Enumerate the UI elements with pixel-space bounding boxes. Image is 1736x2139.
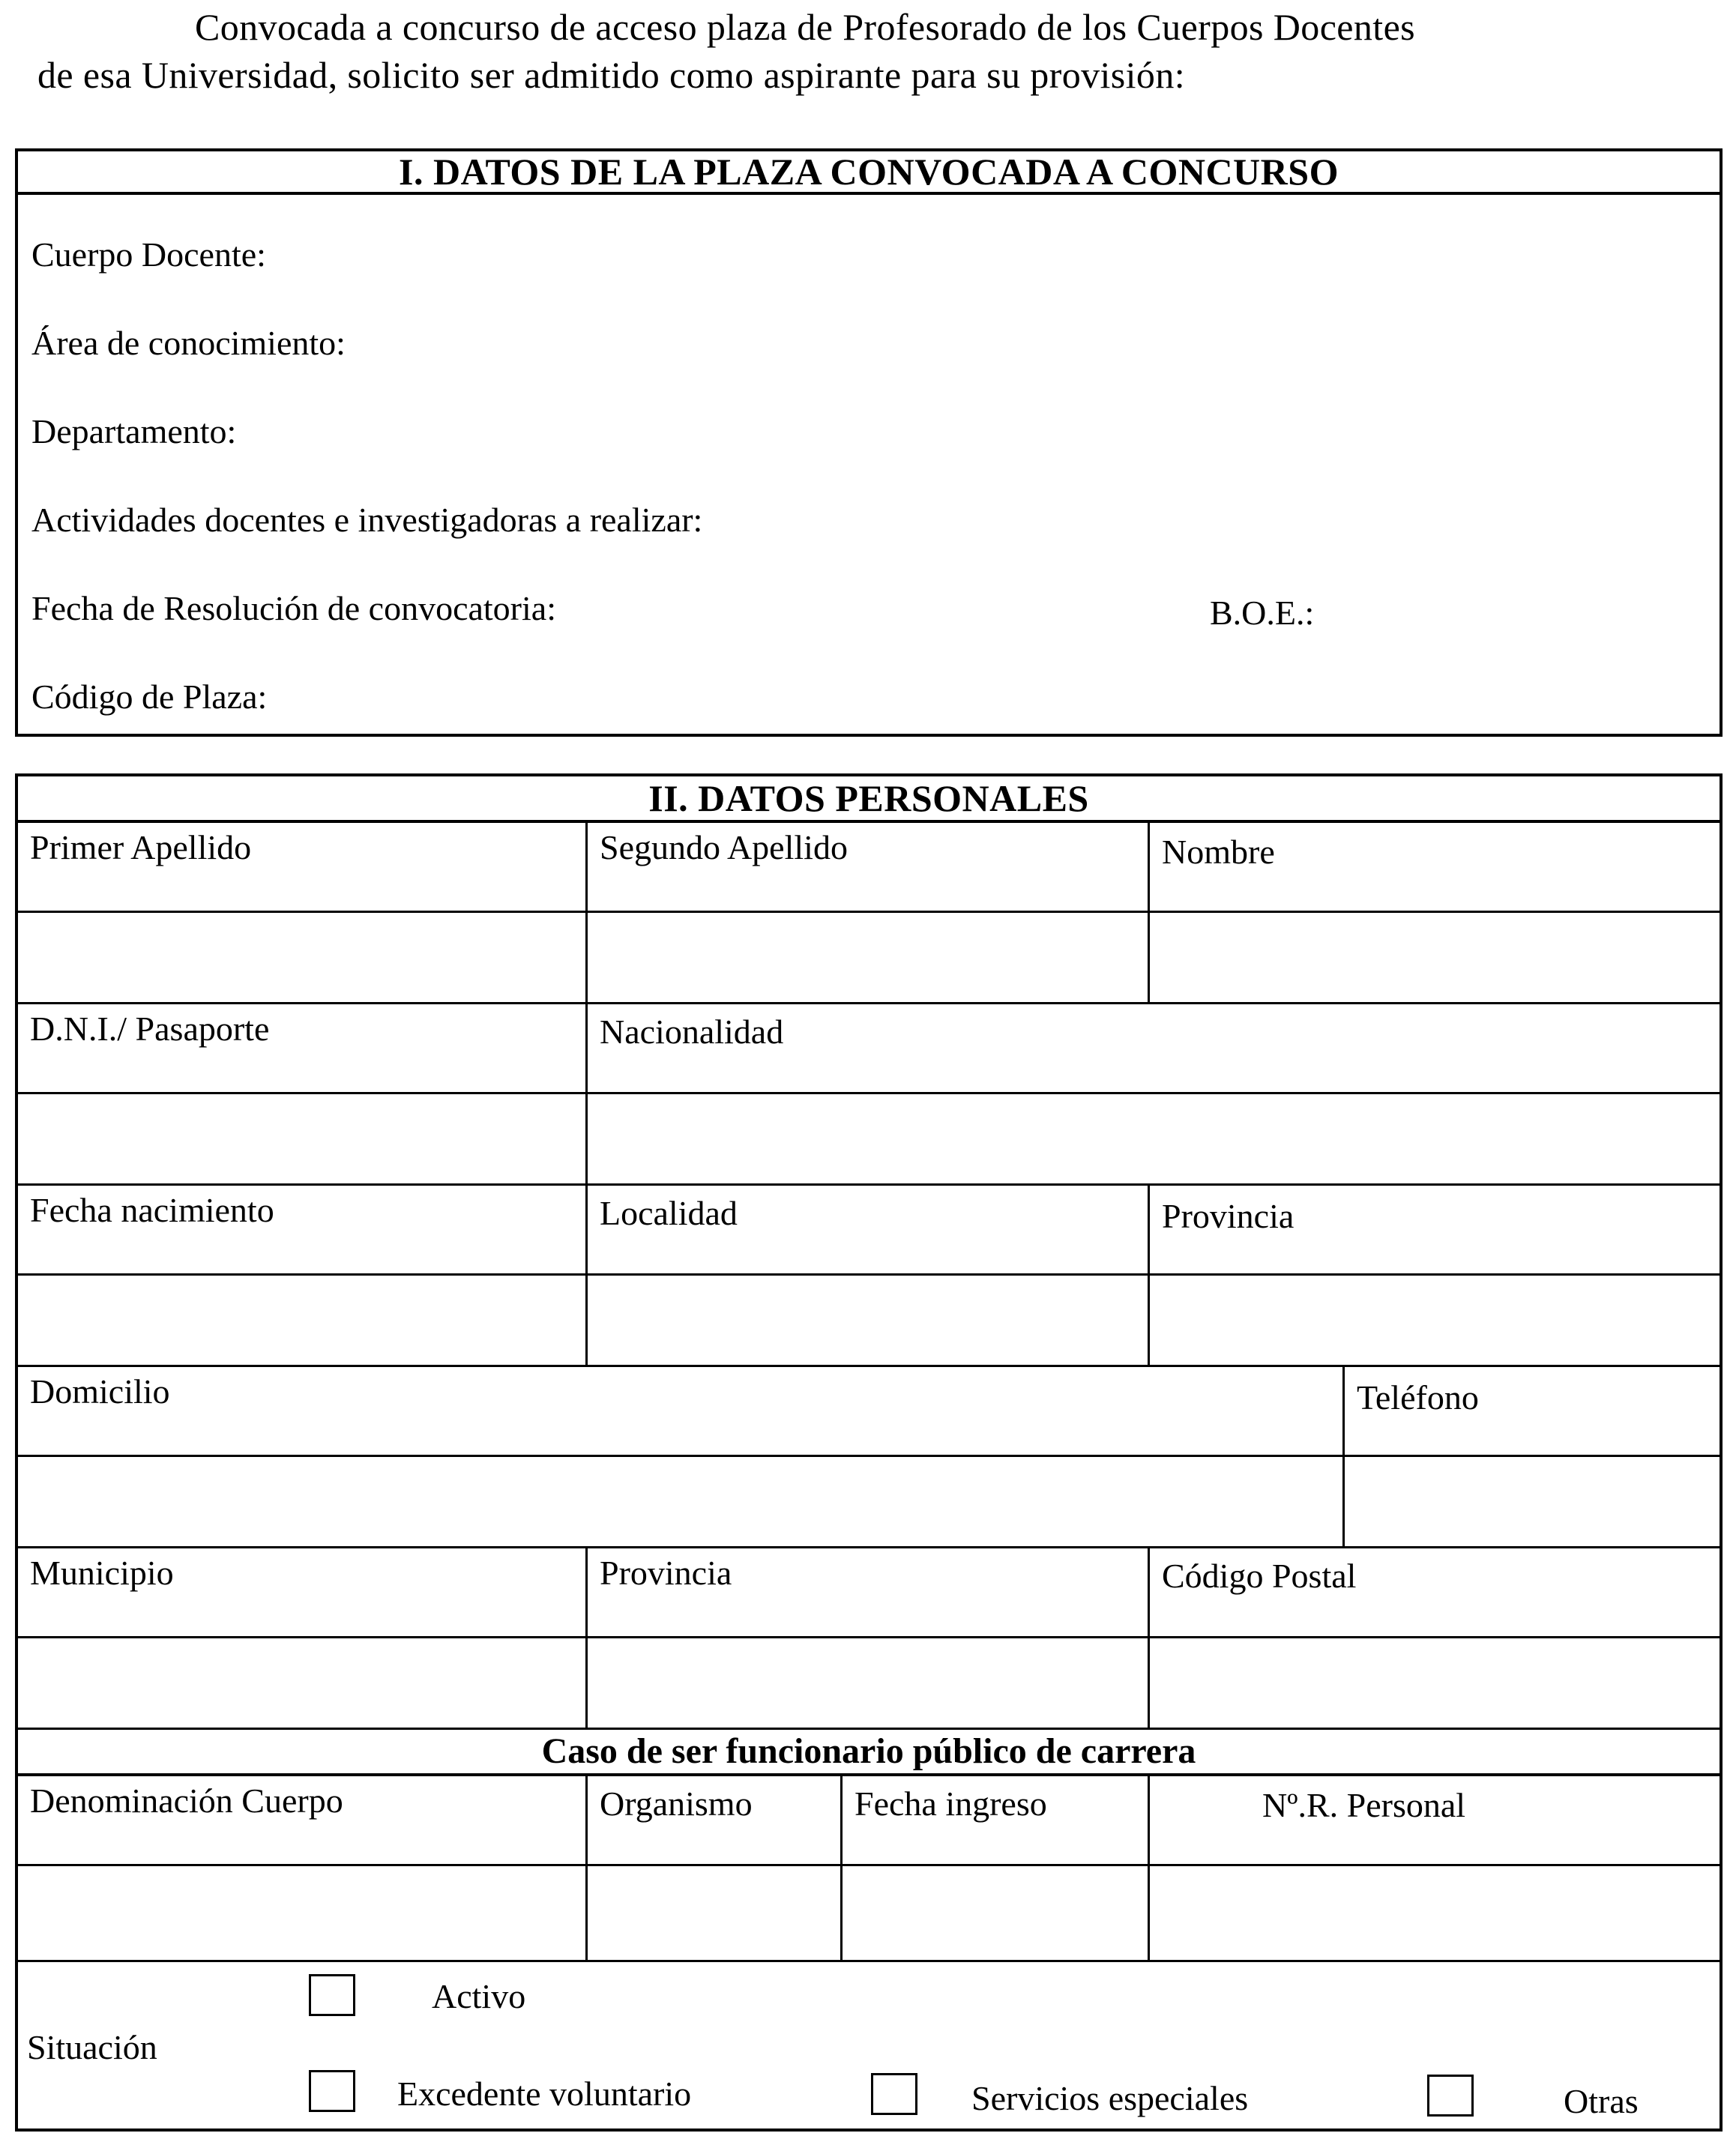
label-cell-segundo-apellido (588, 823, 1150, 913)
label-cell-nombre (1150, 823, 1720, 913)
label-cell-denominacion (18, 1776, 588, 1866)
intro-text (37, 3, 1724, 99)
field-departamento: Departamento: (31, 412, 237, 450)
input-telefono[interactable] (1345, 1457, 1720, 1548)
label-situacion: Situación (27, 2028, 157, 2066)
input-nrp[interactable] (1150, 1866, 1720, 1962)
label-cell-provincia (1150, 1186, 1720, 1276)
input-organismo[interactable] (588, 1866, 843, 1962)
label-cell-fecha-ingreso (843, 1776, 1150, 1866)
label-nacionalidad: Nacionalidad (600, 1013, 784, 1051)
checkbox-otras[interactable] (1427, 2075, 1474, 2117)
label-organismo: Organismo (600, 1784, 753, 1823)
input-dni[interactable] (18, 1094, 588, 1186)
section-plaza-title: I. DATOS DE LA PLAZA CONVOCADA A CONCURSO (18, 151, 1720, 195)
label-nrp: Nº.R. Personal (1262, 1786, 1466, 1824)
input-segundo-apellido[interactable] (588, 913, 1150, 1004)
section-plaza (15, 148, 1723, 737)
label-cell-telefono (1345, 1367, 1720, 1457)
label-cell-municipio (18, 1548, 588, 1638)
input-provincia-2[interactable] (588, 1638, 1150, 1730)
checkbox-servicios-especiales[interactable] (871, 2073, 917, 2115)
checkbox-excedente[interactable] (309, 2070, 355, 2112)
label-cell-primer-apellido (18, 823, 588, 913)
label-cell-fecha-nacimiento (18, 1186, 588, 1276)
label-cell-dni (18, 1004, 588, 1094)
checkbox-activo[interactable] (309, 1974, 355, 2016)
intro-line-2: de esa Universidad, solicito ser admitido como aspirante para su provisión: (37, 54, 1186, 96)
input-nacionalidad[interactable] (588, 1094, 1720, 1186)
label-cell-domicilio (18, 1367, 1345, 1457)
label-cell-provincia-2 (588, 1548, 1150, 1638)
label-provincia: Provincia (1162, 1197, 1295, 1235)
field-area-conocimiento: Área de conocimiento: (31, 324, 346, 362)
label-telefono: Teléfono (1357, 1378, 1479, 1417)
section-personales-title: II. DATOS PERSONALES (648, 777, 1089, 819)
label-primer-apellido: Primer Apellido (30, 828, 252, 866)
intro-line-1: Convocada a concurso de acceso plaza de Profesorado de los Cuerpos Docentes (195, 6, 1416, 48)
label-cell-codigo-postal (1150, 1548, 1720, 1638)
input-primer-apellido[interactable] (18, 913, 588, 1004)
label-localidad: Localidad (600, 1194, 738, 1232)
label-nombre: Nombre (1162, 833, 1275, 871)
label-domicilio: Domicilio (30, 1372, 170, 1411)
field-fecha-resolucion: Fecha de Resolución de convocatoria: (31, 589, 556, 627)
section-personales (15, 773, 1723, 2132)
option-activo: Activo (432, 1977, 526, 2015)
field-boe: B.O.E.: (1210, 594, 1315, 632)
label-denominacion-cuerpo: Denominación Cuerpo (30, 1782, 343, 1820)
field-cuerpo-docente: Cuerpo Docente: (31, 235, 266, 274)
field-actividades: Actividades docentes e investigadoras a realizar: (31, 501, 703, 539)
label-fecha-nacimiento: Fecha nacimiento (30, 1191, 274, 1229)
input-localidad[interactable] (588, 1276, 1150, 1367)
field-codigo-plaza: Código de Plaza: (31, 678, 268, 716)
label-codigo-postal: Código Postal (1162, 1557, 1357, 1595)
label-fecha-ingreso: Fecha ingreso (855, 1784, 1047, 1823)
label-municipio: Municipio (30, 1554, 174, 1592)
option-servicios-especiales: Servicios especiales (971, 2079, 1249, 2117)
input-fecha-nacimiento[interactable] (18, 1276, 588, 1367)
funcionario-title: Caso de ser funcionario público de carrera (541, 1731, 1196, 1771)
label-dni: D.N.I./ Pasaporte (30, 1010, 270, 1048)
input-provincia[interactable] (1150, 1276, 1720, 1367)
option-excedente: Excedente voluntario (397, 2075, 692, 2113)
input-codigo-postal[interactable] (1150, 1638, 1720, 1730)
input-denominacion-cuerpo[interactable] (18, 1866, 588, 1962)
label-cell-nacionalidad (588, 1004, 1720, 1094)
input-domicilio[interactable] (18, 1457, 1345, 1548)
label-cell-organismo (588, 1776, 843, 1866)
label-provincia-2: Provincia (600, 1554, 732, 1592)
input-nombre[interactable] (1150, 913, 1720, 1004)
input-fecha-ingreso[interactable] (843, 1866, 1150, 1962)
label-segundo-apellido: Segundo Apellido (600, 828, 848, 866)
input-municipio[interactable] (18, 1638, 588, 1730)
label-cell-nrp (1150, 1776, 1720, 1866)
label-cell-localidad (588, 1186, 1150, 1276)
option-otras: Otras (1564, 2082, 1639, 2120)
